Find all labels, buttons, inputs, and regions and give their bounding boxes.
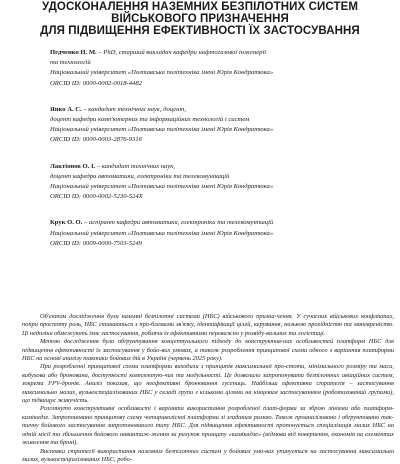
author-list [50,48,390,265]
title-line-3: ДЛЯ ПІДВИЩЕННЯ ЕФЕКТИВНОСТІ ЇХ ЗАСТОСУВАННЯ [0,25,400,37]
author-block [50,105,390,146]
author-orcid: ORCID ID: 0000-0002-5230-524X [50,192,390,202]
abstract-paragraph: Об'єктом дослідження були наземні безпілотні системи (НБС) військового призна-чення. У сучасних військових конфліктах, попри простоту роль, НБС стикаються з про-блемами зв'язку, ідентифікації цілей, керування, низькою прохідністю та маневреністю. Ці недоліки обмежують їхнє застосування, роблячи їх ефективними переважно у розвіду-вальних та логістиці. [22,313,394,338]
author-affiliation: Національний університет «Полтавська політехніка імені Юрія Кондратюка» [50,182,390,192]
author-header [50,218,390,228]
abstract-paragraph: При розробленні принципової схеми платформи виходили з принципів максимальної про-стоти, мінімального розміру та маси, вибухова або бронована, доступності комплектую-чих та модульності. Це дозволило запропонувати безпілотних авіаційних систем, зокрема FPV-дронів. Аналіз показав, що неефективні бронювання гусениць. Найбільш ефективна стратегія – застосування максимально малих, вузькоспеціалізованих НБС у складі групи з кількома цілями на кінцевим застосуванням (роботизований групами), що підвищує живучість. [22,363,394,405]
author-orcid: ORCID ID: 0000-0003-2876-9316 [50,135,390,145]
author-orcid: ORCID ID: 0000-0002-0018-4482 [50,79,390,89]
author-affiliation: Національний університет «Полтавська політехніка імені Юрія Кондратюка» [50,229,390,239]
title-line-1: УДОСКОНАЛЕННЯ НАЗЕМНИХ БЕЗПІЛОТНИХ СИСТЕМ [0,1,400,13]
author-role-cont: доцент кафедри автоматики, електроніки та телекомунікацій [50,172,390,182]
author-name: Лактіонов О. І. [50,163,95,170]
author-header [50,105,390,115]
author-name: Педченко Н. М. [50,49,97,56]
author-block [50,218,390,249]
author-name: Крук О. О. [50,219,82,226]
author-role: – аспірант кафедри автоматики, електроніки та телекомунікацій [82,219,273,226]
author-name: Янко А. С. [50,106,82,113]
author-role: – кандидат технічних наук, [95,163,175,170]
title-line-2: ВІЙСЬКОВОГО ПРИЗНАЧЕННЯ [0,13,400,25]
abstract-paragraph: Висновки стратегії використання наземних безпілотних систем у бойових умо-вах упинується на застосування максимально малих, вузькоспеціалізованих НБС, робо- [22,448,394,464]
article-title [0,0,400,37]
author-block [50,48,390,89]
author-orcid: ORCID ID: 0009-0000-7503-5249 [50,239,390,249]
author-block [50,162,390,203]
abstract-paragraph: Розглянуто конструктивні особливості і варіанти використання розробленої плат-форми за зброю лініями або платформ-камікадзе. Запропоновано принципову схему чотириколісної платформи зі згаданим рамою. Також проаналізовано і обґрунтовано так-тичну бойового застосування запропонованого типу НБС. Для підвищення ефективності пропонується спеціалізація малих НБС на одній місії та збільшення бойового навантаж-ження за рахунок принципу «камікадзе» (відмова від повернення, економія на елементах живлення та броні). [22,405,394,447]
author-role: – PhD, старший викладач кафедри нафтогазової інженерії [97,49,266,56]
author-affiliation: Національний університет «Полтавська політехніка імені Юрія Кондратюка» [50,125,390,135]
abstract [22,313,394,464]
author-affiliation: Національний університет «Полтавська політехніка імені Юрія Кондратюка» [50,68,390,78]
author-role-cont: доцент кафедри комп'ютерних та інформаційних технологій і систем [50,115,390,125]
abstract-paragraph: Метою дослідження було обґрунтування концептуального підходу до конструктив-них особливостей платформ НБС для підвищення ефективності їх застосування у бойо-вих умовах, а також розроблення принципової схеми одного з варіантів платформи НБС на основі аналізу тактики бойових дій в Україні (червень 2025 року). [22,338,394,363]
author-header [50,48,390,58]
author-role: – кандидат технічних наук, доцент, [82,106,186,113]
author-role-cont: та технологій [50,58,390,68]
author-header [50,162,390,172]
